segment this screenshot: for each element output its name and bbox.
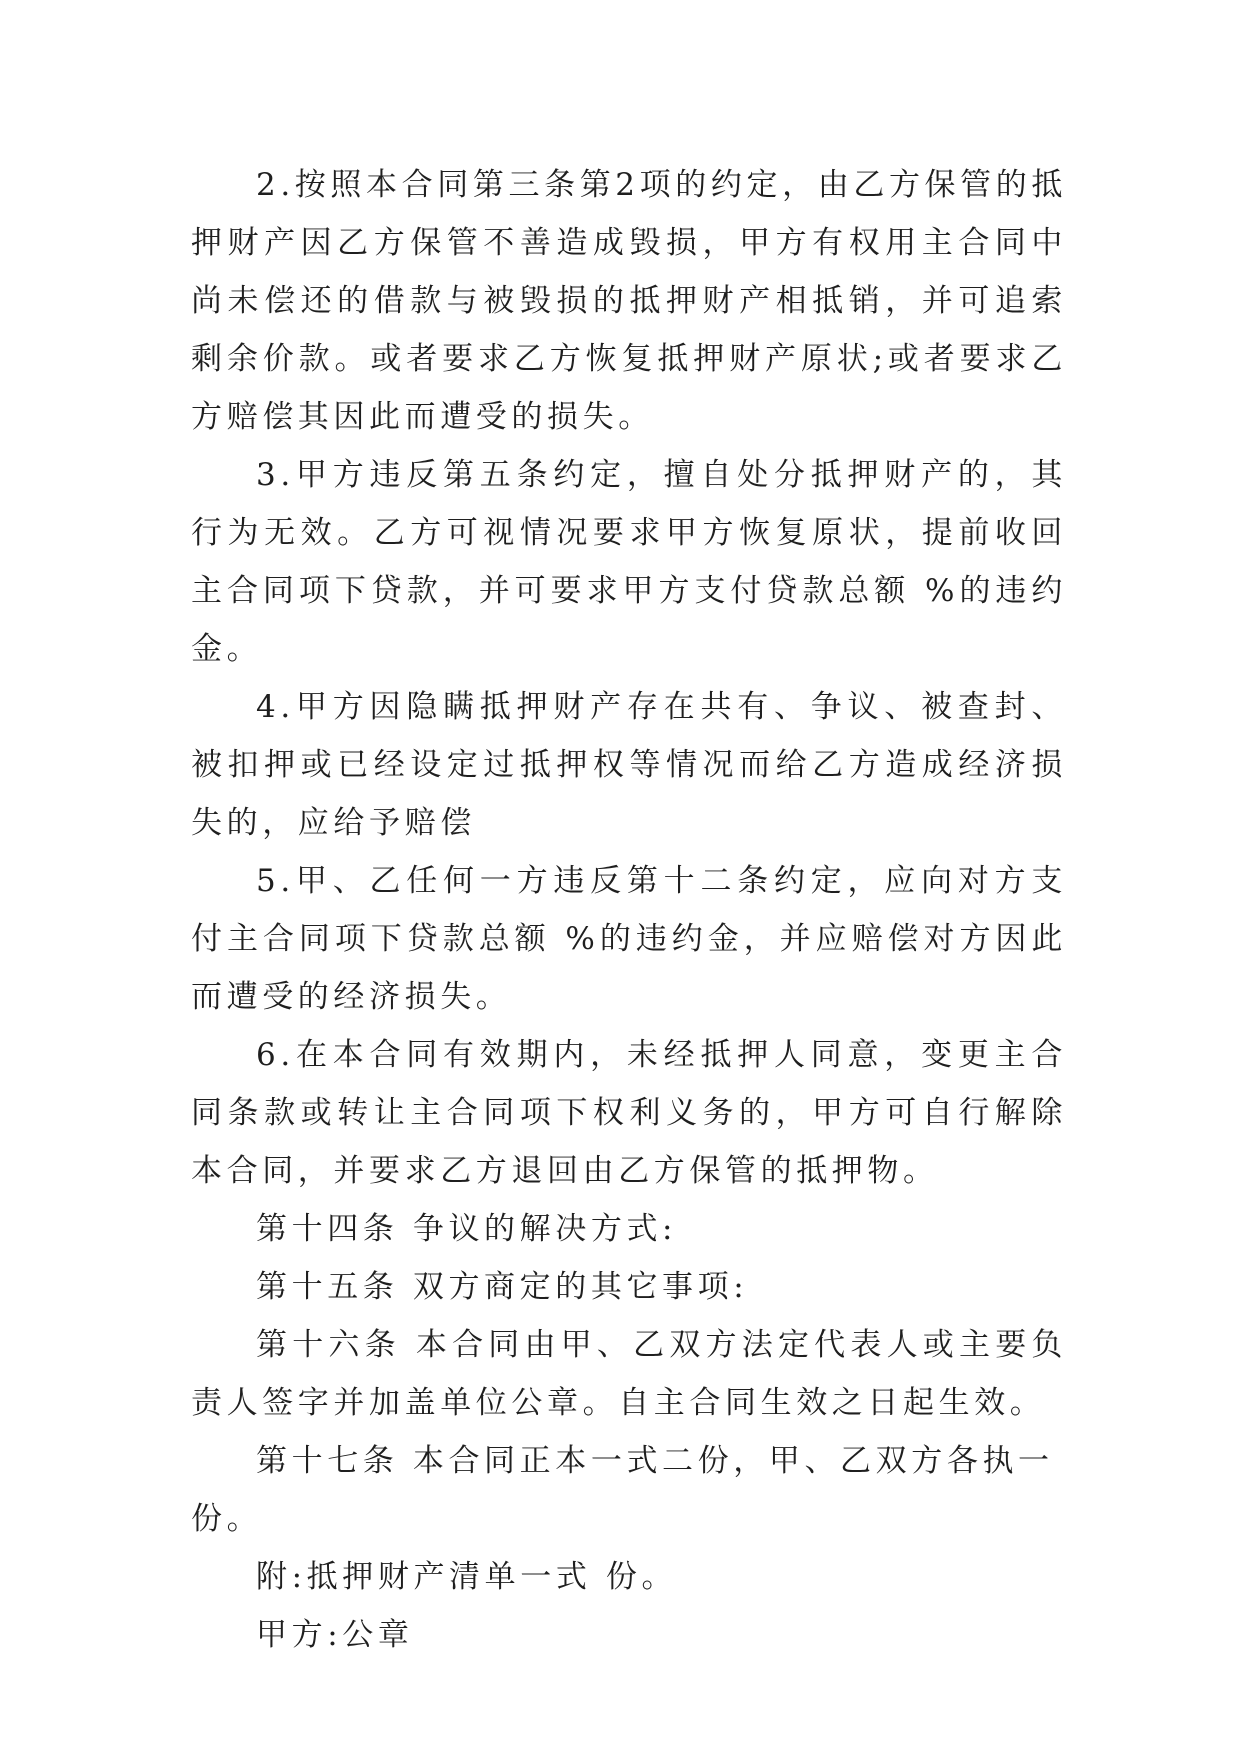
clause-17: 第十七条 本合同正本一式二份，甲、乙双方各执一份。 xyxy=(191,1443,1054,1537)
clause-13-item-5: 5.甲、乙任何一方违反第十二条约定，应向对方支付主合同项下贷款总额 %的违约金，并应赔偿对方因此而遭受的经济损失。 xyxy=(191,863,1067,1015)
clause-13-item-4: 4.甲方因隐瞒抵押财产存在共有、争议、被查封、被扣押或已经设定过抵押权等情况而给乙方造成经济损失的，应给予赔偿 xyxy=(191,689,1067,841)
clause-13-item-3: 3.甲方违反第五条约定，擅自处分抵押财产的，其行为无效。乙方可视情况要求甲方恢复原状，提前收回主合同项下贷款，并可要求甲方支付贷款总额 %的违约金。 xyxy=(191,457,1067,667)
party-a-signature-line: 甲方:公章 xyxy=(256,1617,414,1653)
document-body xyxy=(191,156,1067,1664)
clause-16: 第十六条 本合同由甲、乙双方法定代表人或主要负责人签字并加盖单位公章。自主合同生效之日起生效。 xyxy=(191,1327,1067,1421)
clause-15: 第十五条 双方商定的其它事项: xyxy=(256,1269,749,1305)
clause-14: 第十四条 争议的解决方式: xyxy=(256,1211,678,1247)
clause-13-item-6: 6.在本合同有效期内，未经抵押人同意，变更主合同条款或转让主合同项下权利义务的，甲方可自行解除本合同，并要求乙方退回由乙方保管的抵押物。 xyxy=(191,1037,1067,1189)
attachment-note: 附:抵押财产清单一式 份。 xyxy=(256,1559,678,1595)
clause-13-item-2: 2.按照本合同第三条第2项的约定，由乙方保管的抵押财产因乙方保管不善造成毁损，甲方有权用主合同中尚未偿还的借款与被毁损的抵押财产相抵销，并可追索剩余价款。或者要求乙方恢复抵押财产原状;或者要求乙方赔偿其因此而遭受的损失。 xyxy=(191,167,1067,435)
